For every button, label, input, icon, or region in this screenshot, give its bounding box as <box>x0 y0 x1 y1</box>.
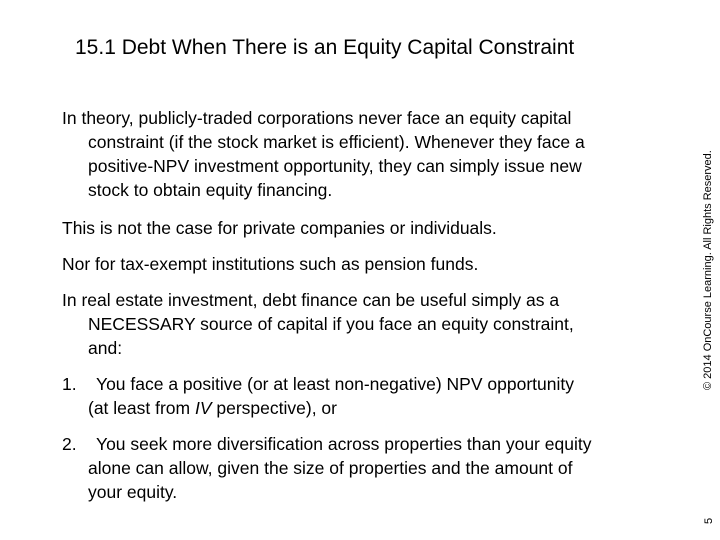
list-number: 1. <box>62 374 77 394</box>
paragraph-private-companies: This is not the case for private companies or individuals. <box>62 218 497 238</box>
paragraph-real-estate-debt <box>62 288 672 360</box>
paragraph-line: constraint (if the stock market is efficient). Whenever they face a <box>88 132 585 152</box>
list-text-continued: your equity. <box>88 482 178 502</box>
list-text-continued <box>62 396 672 420</box>
paragraph-line: and: <box>88 338 123 358</box>
list-number: 2. <box>62 434 77 454</box>
slide-title: 15.1 Debt When There is an Equity Capital Constraint <box>75 36 575 59</box>
paragraph-line: positive-NPV investment opportunity, they can simply issue new <box>88 156 582 176</box>
list-text: You face a positive (or at least non-negative) NPV opportunity <box>96 374 574 394</box>
paragraph-public-corporations <box>62 106 672 202</box>
list-text-continued: alone can allow, given the size of properties and the amount of <box>88 458 573 478</box>
list-text-part: (at least from <box>88 398 195 418</box>
paragraph-line: stock to obtain equity financing. <box>88 180 333 200</box>
paragraph-line: In theory, publicly-traded corporations never face an equity capital <box>62 108 572 128</box>
list-item-1 <box>62 372 672 420</box>
list-text: You seek more diversification across properties than your equity <box>96 434 592 454</box>
paragraph-line: NECESSARY source of capital if you face an equity constraint, <box>88 314 574 334</box>
paragraph-tax-exempt: Nor for tax-exempt institutions such as pension funds. <box>62 254 479 274</box>
list-item-2 <box>62 432 672 504</box>
page-number: 5 <box>703 517 715 524</box>
copyright-notice: © 2014 OnCourse Learning. All Rights Reserved. <box>702 150 714 390</box>
paragraph-line: In real estate investment, debt finance can be useful simply as a <box>62 290 560 310</box>
list-text-emphasis: IV <box>194 398 212 418</box>
list-text-part: perspective), or <box>211 398 337 418</box>
